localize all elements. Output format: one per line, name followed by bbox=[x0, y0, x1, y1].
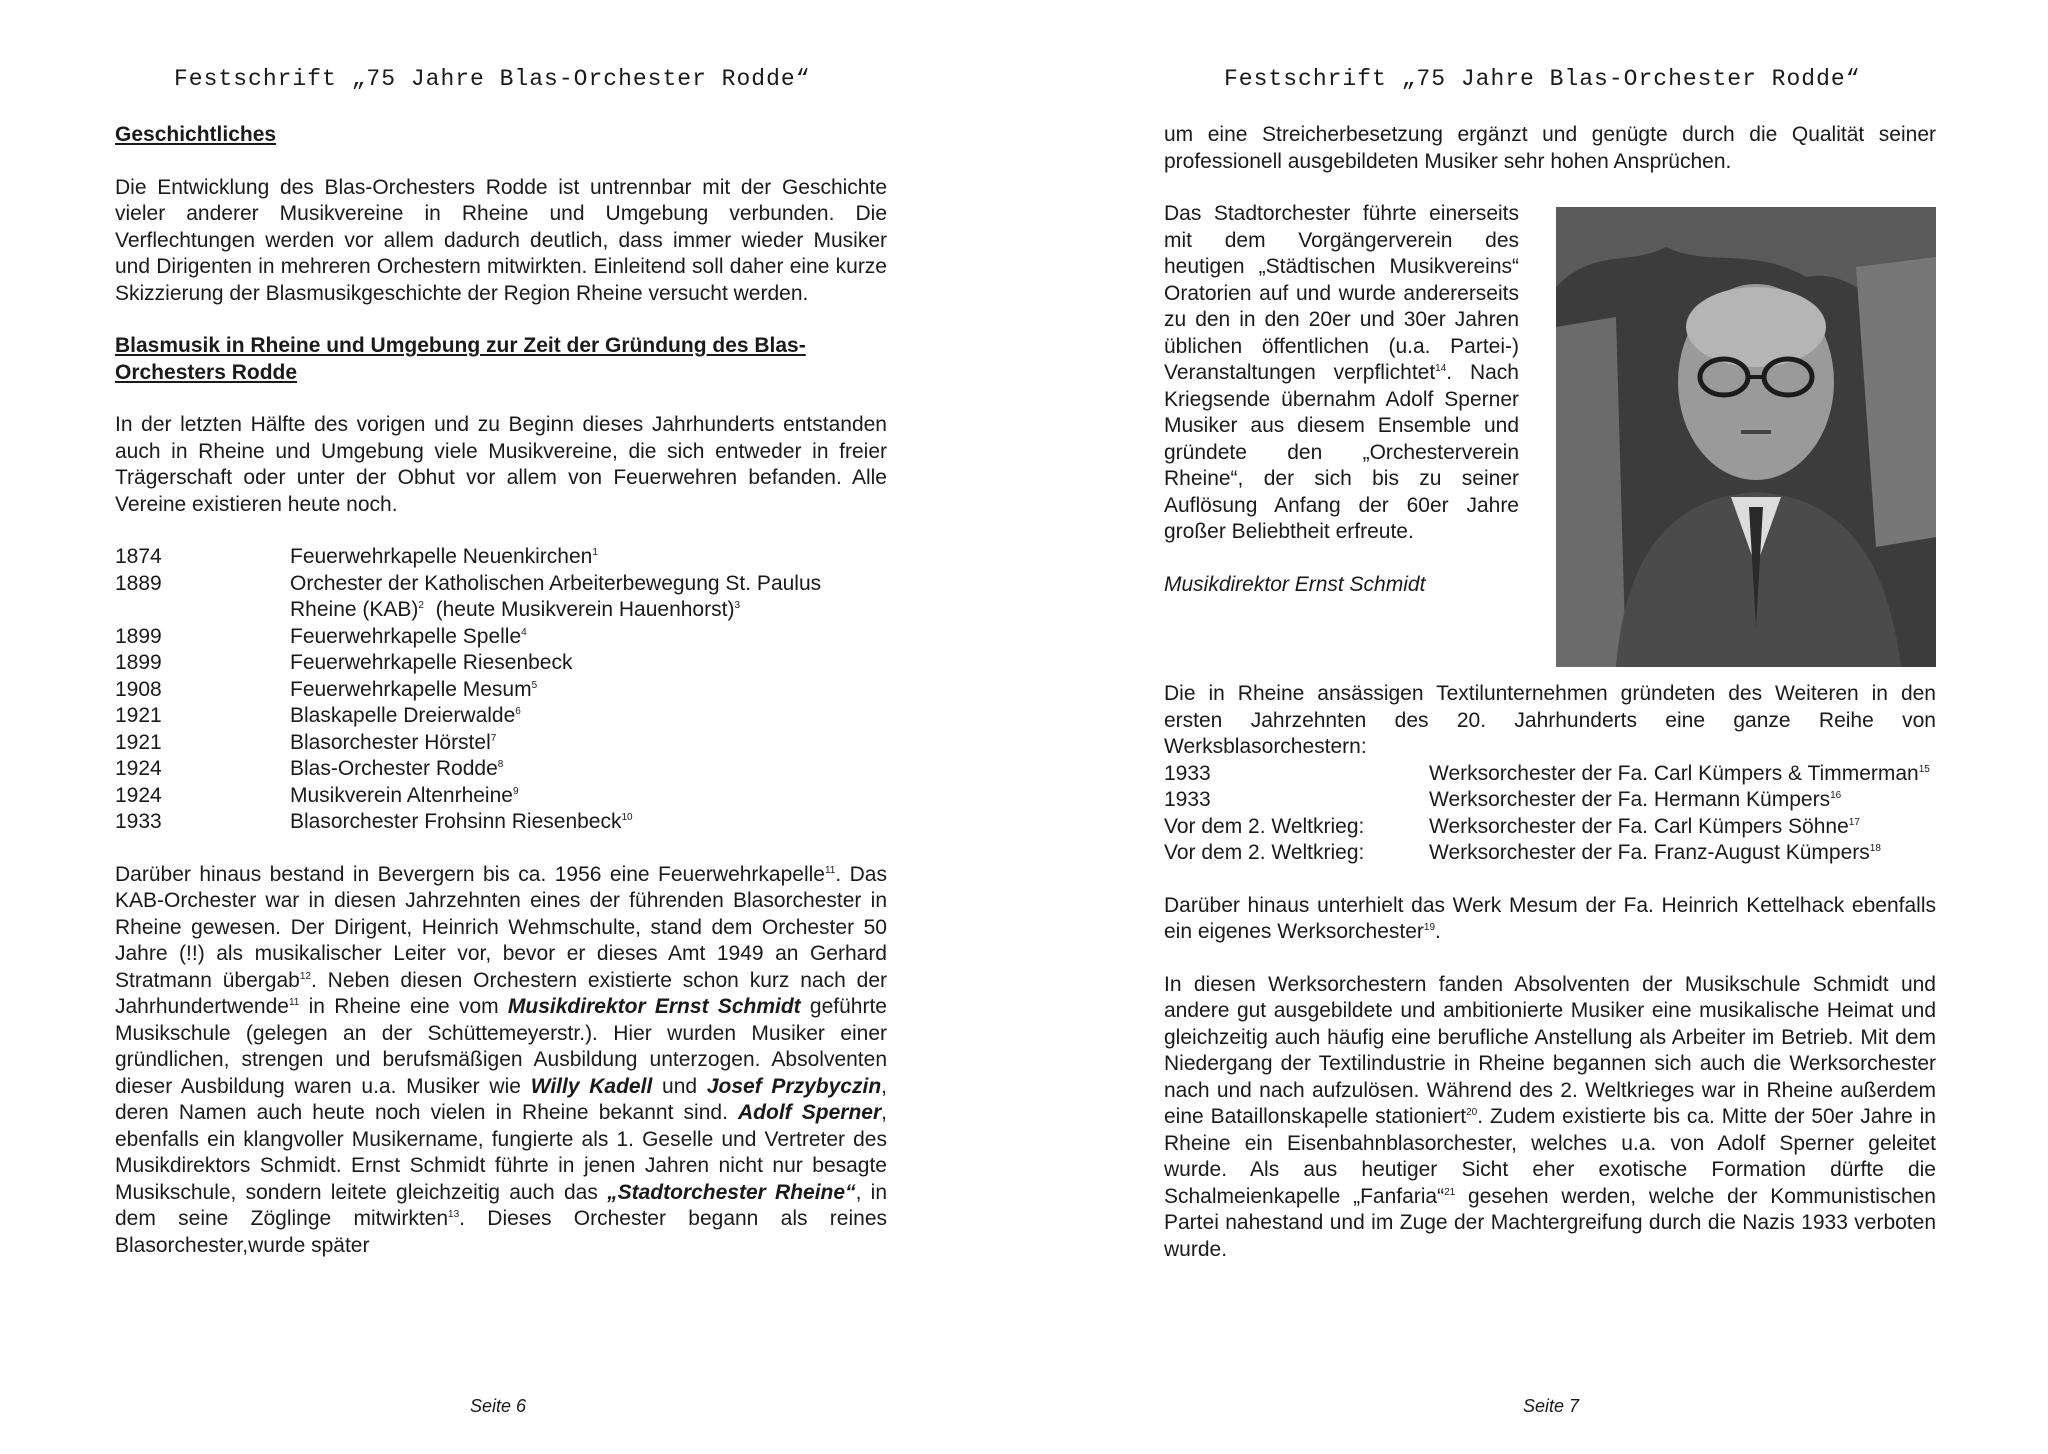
timeline-entry: Blas-Orchester Rodde$^8$ bbox=[290, 757, 504, 780]
name-highlight: Willy Kadell bbox=[530, 1074, 653, 1098]
timeline-entry: Feuerwehrkapelle Spelle$^4$ bbox=[290, 624, 527, 648]
kettelhack-paragraph: Darüber hinaus unterhielt das Werk Mesum der Fa. Heinrich Kettelhack ebenfalls ein eigenes Werksorchester$^{19}$. bbox=[1164, 893, 1936, 943]
timeline-row bbox=[115, 677, 887, 704]
works-row bbox=[1164, 787, 1936, 814]
section-heading-brass-music: Blasmusik in Rheine und Umgebung zur Zeit der Gründung des Blas-Orchesters Rodde bbox=[115, 334, 806, 384]
works-entry: Werksorchester der Fa. Carl Kümpers & Timmerman$^{15}$ bbox=[1429, 761, 1930, 785]
timeline-year: 1924 bbox=[115, 783, 162, 807]
timeline-entry: Feuerwehrkapelle Mesum$^5$ bbox=[290, 677, 538, 701]
page-header: Festschrift „75 Jahre Blas-Orchester Rodde“ bbox=[174, 66, 811, 92]
works-row bbox=[1164, 840, 1936, 867]
works-row bbox=[1164, 761, 1936, 788]
portrait-photo bbox=[1556, 207, 1936, 667]
section-heading-history: Geschichtliches bbox=[115, 123, 277, 146]
founding-timeline bbox=[115, 544, 887, 836]
page-number: Seite 6 bbox=[470, 1396, 527, 1416]
portrait-image bbox=[1556, 207, 1936, 667]
photo-side-text bbox=[1164, 201, 1519, 598]
works-year: 1933 bbox=[1164, 761, 1211, 785]
timeline-year: 1874 bbox=[115, 545, 162, 568]
timeline-entry: Feuerwehrkapelle Neuenkirchen$^1$ bbox=[290, 545, 598, 568]
page-header: Festschrift „75 Jahre Blas-Orchester Rodde“ bbox=[1224, 66, 1861, 92]
history-paragraph: Darüber hinaus bestand in Bevergern bis ca. 1956 eine Feuerwehrkapelle$^{11}$. Das KAB-Orchester war in diesen Jahrzehnten eines der führenden Blasorchester in Rheine gewesen. Der Dirigent, Heinrich Wehmschulte, stand dem Orchester 50 Jahre (!!) als musikalischer Leiter vor, bevor er dieses Amt 1949 an Gerhard Stratmann übergab$^{12}$. Neben diesen Orchestern existierte schon kurz nach der Jahrhundertwende$^{11}$ in Rheine eine vom Musikdirektor Ernst Schmidt geführte Musikschule (gelegen an der Schüttemeyerstr.). Hier wurden Musiker einer gründlichen, strengen und berufsmäßigen Ausbildung unterzogen. Absolventen dieser Ausbildung waren u.a. Musiker wie Willy Kadell und Josef Przybyczin, deren Namen auch heute noch vielen in Rheine bekannt sind. Adolf Sperner, ebenfalls ein klangvoller Musikername, fungierte als 1. Geselle und Vertreter des Musikdirektors Schmidt. Ernst Schmidt führte in jenen Jahren nicht nur besagte Musikschule, sondern leitete gleichzeitig auch das „Stadtorchester Rheine“, in dem seine Zöglinge mitwirkten$^{13}$. Dieses Orchester begann als reines Blasorchester,wurde später bbox=[115, 862, 888, 1257]
works-year: 1933 bbox=[1164, 788, 1211, 811]
timeline-year: 1921 bbox=[115, 730, 162, 754]
timeline-entry: Orchester der Katholischen Arbeiterbewegung St. Paulus Rheine (KAB)$^2$ (heute Musikverein Hauenhorst)$^3$ bbox=[290, 571, 822, 621]
works-row bbox=[1164, 814, 1936, 841]
timeline-entry: Musikverein Altenrheine$^9$ bbox=[290, 783, 519, 807]
founding-paragraph: In der letzten Hälfte des vorigen und zu Beginn dieses Jahrhunderts entstanden auch in Rheine und Umgebung viele Musikvereine, die sich entweder in freier Trägerschaft oder unter der Obhut vor allem von Feuerwehren befanden. Alle Vereine existieren heute noch. bbox=[115, 413, 887, 516]
left-page-body bbox=[115, 122, 887, 1259]
timeline-entry: Blasorchester Frohsinn Riesenbeck$^{10}$ bbox=[290, 810, 633, 833]
textile-paragraph: Die in Rheine ansässigen Textilunternehmen gründeten des Weiteren in den ersten Jahrzehnten des 20. Jahrhunderts eine ganze Reihe von Werksblasorchestern: bbox=[1164, 682, 1936, 758]
right-page bbox=[1024, 0, 2048, 1454]
timeline-year: 1899 bbox=[115, 624, 162, 648]
timeline-row bbox=[115, 650, 887, 677]
timeline-year: 1908 bbox=[115, 677, 162, 701]
timeline-row bbox=[115, 756, 887, 783]
works-entry: Werksorchester der Fa. Carl Kümpers Söhne$^{17}$ bbox=[1429, 814, 1860, 838]
timeline-year: 1933 bbox=[115, 810, 162, 833]
right-page-body bbox=[1164, 122, 1936, 1263]
works-year: Vor dem 2. Weltkrieg: bbox=[1164, 814, 1365, 838]
timeline-row bbox=[115, 730, 887, 757]
continuation-paragraph: um eine Streicherbesetzung ergänzt und genügte durch die Qualität seiner professionell ausgebildeten Musiker sehr hohen Ansprüchen. bbox=[1164, 123, 1936, 173]
name-highlight: Musikdirektor Ernst Schmidt bbox=[507, 995, 801, 1018]
works-orchestras-paragraph: In diesen Werksorchestern fanden Absolventen der Musikschule Schmidt und andere gut ausgebildete und ambitionierte Musiker eine musikalische Heimat und gleichzeitig auch häufig eine berufliche Anstellung als Arbeiter im Betrieb. Mit dem Niedergang der Textilindustrie in Rheine begannen sich auch die Werksorchester nach und nach aufzulösen. Während des 2. Weltkrieges war in Rheine außerdem eine Bataillonskapelle stationiert$^{20}$. Zudem existierte bis ca. Mitte der 50er Jahre in Rheine ein Eisenbahnblasorchester, welches u.a. von Adolf Sperner geleitet wurde. Als aus heutiger Sicht eher exotische Formation dürfte die Schalmeienkapelle „Fanfaria“$^{21}$ gesehen werden, welche der Kommunistischen Partei nahestand und im Zuge der Machtergreifung durch die Nazis 1933 verboten wurde. bbox=[1164, 972, 1936, 1261]
timeline-year: 1899 bbox=[115, 651, 162, 674]
timeline-row bbox=[115, 809, 887, 836]
timeline-row bbox=[115, 571, 887, 624]
works-year: Vor dem 2. Weltkrieg: bbox=[1164, 841, 1365, 864]
timeline-entry: Blasorchester Hörstel$^7$ bbox=[290, 730, 497, 754]
name-highlight: Josef Przybyczin bbox=[706, 1074, 882, 1098]
page-number: Seite 7 bbox=[1523, 1396, 1580, 1416]
timeline-entry: Blaskapelle Dreierwalde$^6$ bbox=[290, 704, 521, 727]
timeline-year: 1921 bbox=[115, 704, 162, 727]
timeline-entry: Feuerwehrkapelle Riesenbeck bbox=[290, 651, 573, 674]
timeline-row bbox=[115, 703, 887, 730]
works-entry: Werksorchester der Fa. Hermann Kümpers$^{16}$ bbox=[1429, 788, 1842, 811]
name-highlight: Adolf Sperner bbox=[738, 1101, 882, 1124]
photo-caption: Musikdirektor Ernst Schmidt bbox=[1164, 572, 1426, 596]
timeline-row bbox=[115, 783, 887, 810]
intro-paragraph: Die Entwicklung des Blas-Orchesters Rodde ist untrennbar mit der Geschichte vieler anderer Musikvereine in Rheine und Umgebung verbunden. Die Verflechtungen werden vor allem dadurch deutlich, dass immer wieder Musiker und Dirigenten in mehreren Orchestern mitwirkten. Einleitend soll daher eine kurze Skizzierung der Blasmusikgeschichte der Region Rheine versucht werden. bbox=[115, 175, 887, 305]
timeline-row bbox=[115, 544, 887, 571]
timeline-year: 1889 bbox=[115, 571, 162, 595]
works-orchestra-list bbox=[1164, 761, 1936, 867]
works-entry: Werksorchester der Fa. Franz-August Kümpers$^{18}$ bbox=[1429, 841, 1881, 864]
orchestra-paragraph: Das Stadtorchester führte einerseits mit dem Vorgängerverein des heutigen „Städtischen Musikvereins“ Oratorien auf und wurde andererseits zu den in den 20er und 30er Jahren üblichen öffentlichen (u.a. Partei-) Veranstaltungen verpflichtet$^{14}$. Nach Kriegsende übernahm Adolf Sperner Musiker aus diesem Ensemble und gründete den „Orchesterverein Rheine“, der sich bis zu seiner Auflösung Anfang der 60er Jahre großer Beliebtheit erfreute. bbox=[1164, 202, 1519, 543]
timeline-year: 1924 bbox=[115, 757, 162, 780]
photo-section bbox=[1164, 201, 1936, 667]
name-highlight: „Stadtorchester Rheine“ bbox=[607, 1180, 856, 1204]
timeline-row bbox=[115, 624, 887, 651]
